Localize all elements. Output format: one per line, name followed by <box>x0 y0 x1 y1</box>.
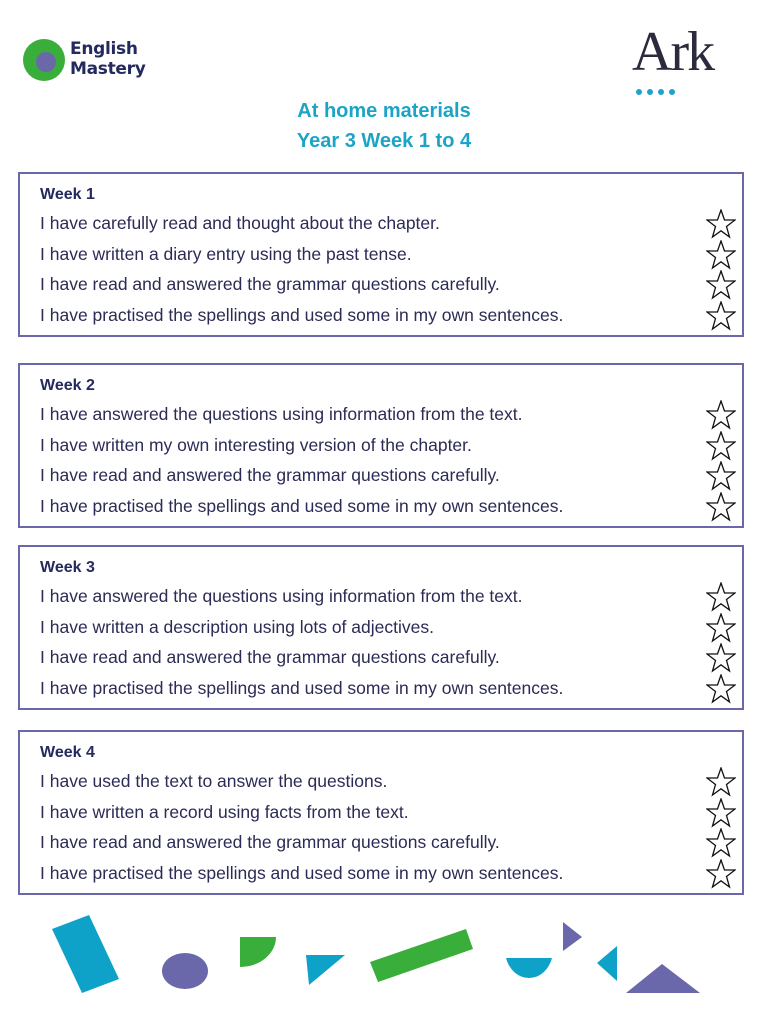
english-mastery-logo-icon <box>22 38 66 82</box>
checklist-item-text: I have practised the spellings and used some in my own sentences. <box>40 304 564 325</box>
week-1-box <box>18 172 744 337</box>
checklist-item-text: I have written a record using facts from the text. <box>40 801 409 822</box>
ark-wordmark: Ark <box>632 21 714 83</box>
logo-line-mastery: Mastery <box>70 59 146 79</box>
purple-small-triangle-shape <box>563 922 582 951</box>
teal-quarter-circle-shape <box>506 958 552 978</box>
checklist-item <box>40 430 742 461</box>
checklist-item <box>40 208 742 239</box>
page-heading <box>0 96 768 156</box>
purple-oval-shape <box>162 953 208 989</box>
star-outline-icon[interactable] <box>706 582 736 612</box>
teal-small-triangle-shape <box>597 946 617 981</box>
checklist-item-text: I have practised the spellings and used some in my own sentences. <box>40 495 564 516</box>
checklist-item <box>40 491 742 522</box>
week-4-box <box>18 730 744 895</box>
star-outline-icon[interactable] <box>706 492 736 522</box>
checklist-item-text: I have answered the questions using information from the text. <box>40 404 523 424</box>
teal-triangle-shape <box>306 955 345 985</box>
checklist-item-text: I have answered the questions using information from the text. <box>40 586 523 606</box>
checklist-item <box>40 460 742 491</box>
checklist-item <box>40 612 742 643</box>
checklist-item <box>40 766 742 797</box>
star-outline-icon[interactable] <box>706 301 736 331</box>
logo-line-english: English <box>70 39 138 59</box>
star-outline-icon[interactable] <box>706 798 736 828</box>
checklist-item <box>40 673 742 704</box>
star-outline-icon[interactable] <box>706 431 736 461</box>
checklist-item-text: I have written a diary entry using the past tense. <box>40 243 412 264</box>
checklist-item-text: I have read and answered the grammar questions carefully. <box>40 465 500 485</box>
star-outline-icon[interactable] <box>706 767 736 797</box>
checklist-item <box>40 827 742 858</box>
week-title: Week 1 <box>40 186 95 203</box>
star-outline-icon[interactable] <box>706 461 736 491</box>
heading-line-1: At home materials <box>297 100 471 122</box>
checklist-item-text: I have practised the spellings and used some in my own sentences. <box>40 862 564 883</box>
checklist-item <box>40 642 742 673</box>
green-semicircle-shape <box>240 937 276 967</box>
checklist-item <box>40 269 742 300</box>
week-2-box <box>18 363 744 528</box>
checklist-item-text: I have read and answered the grammar questions carefully. <box>40 832 500 852</box>
star-outline-icon[interactable] <box>706 209 736 239</box>
week-3-box <box>18 545 744 710</box>
purple-triangle-shape <box>626 964 700 993</box>
checklist-item <box>40 581 742 612</box>
checklist-item <box>40 797 742 828</box>
week-title: Week 3 <box>40 559 95 576</box>
checklist-item <box>40 239 742 270</box>
star-outline-icon[interactable] <box>706 613 736 643</box>
teal-rectangle-shape <box>52 915 119 993</box>
checklist-item <box>40 300 742 331</box>
star-outline-icon[interactable] <box>706 240 736 270</box>
checklist-item-text: I have written a description using lots of adjectives. <box>40 616 434 637</box>
week-title: Week 4 <box>40 744 95 761</box>
english-mastery-wordmark <box>70 39 146 79</box>
checklist-item-text: I have written my own interesting version of the chapter. <box>40 434 472 455</box>
star-outline-icon[interactable] <box>706 643 736 673</box>
checklist-item <box>40 399 742 430</box>
checklist-item-text: I have carefully read and thought about the chapter. <box>40 213 440 233</box>
star-outline-icon[interactable] <box>706 400 736 430</box>
checklist-item-text: I have practised the spellings and used some in my own sentences. <box>40 677 564 698</box>
green-bar-shape <box>370 929 473 982</box>
checklist-item-text: I have used the text to answer the questions. <box>40 771 388 791</box>
english-mastery-logo <box>22 38 162 84</box>
decorative-shapes <box>0 900 768 1024</box>
star-outline-icon[interactable] <box>706 828 736 858</box>
star-outline-icon[interactable] <box>706 674 736 704</box>
checklist-item-text: I have read and answered the grammar questions carefully. <box>40 274 500 294</box>
checklist-item-text: I have read and answered the grammar questions carefully. <box>40 647 500 667</box>
heading-line-2: Year 3 Week 1 to 4 <box>296 130 472 152</box>
ark-logo <box>632 21 742 92</box>
star-outline-icon[interactable] <box>706 270 736 300</box>
week-title: Week 2 <box>40 377 95 394</box>
checklist-item <box>40 858 742 889</box>
star-outline-icon[interactable] <box>706 859 736 889</box>
